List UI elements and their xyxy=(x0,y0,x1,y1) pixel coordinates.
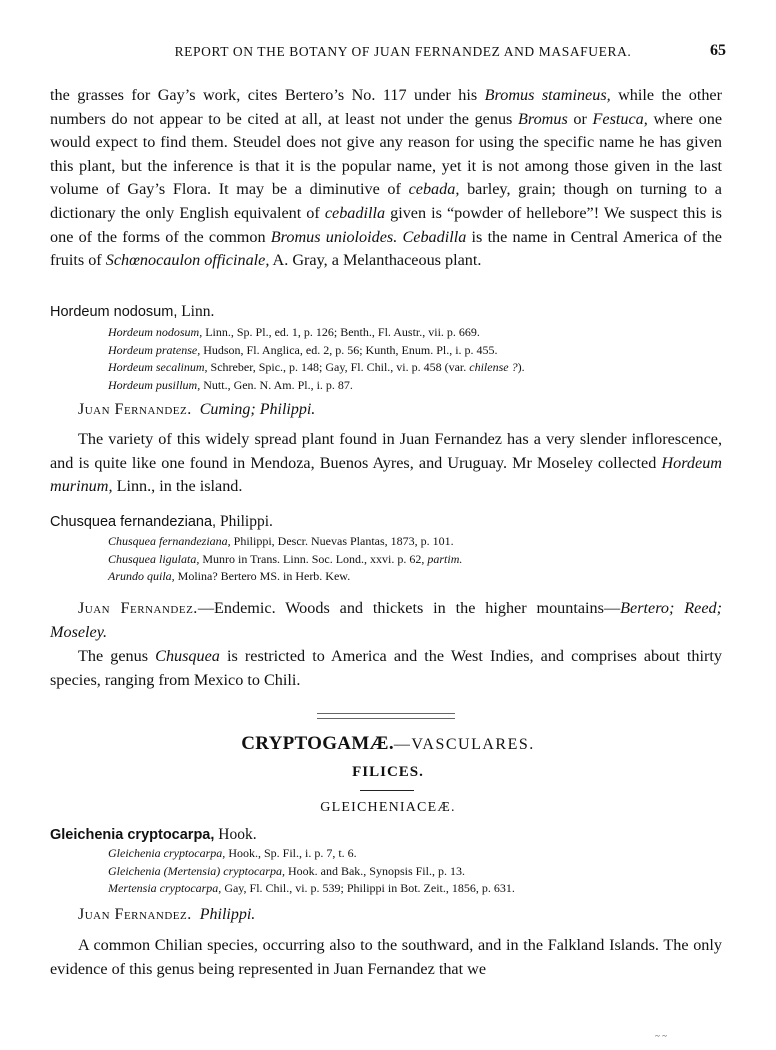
family-title: GLEICHENIACEÆ. xyxy=(320,800,456,815)
species-heading-hordeum: Hordeum nodosum, Linn. xyxy=(50,303,215,320)
synonym-list-chusquea xyxy=(108,533,728,586)
intro-paragraph: the grasses for Gay’s work, cites Bertero’s No. 117 under his Bromus stamineus, while the other numbers do not appear to be cited at all, at least not under the genus Bromus or Festuca, where one would expect to find them. Steudel does not give any reason for using the specific name he has given this plant, but the inference is that it is the popular name, yet it is not among those given in the last volume of Gay’s Flora. It may be a diminutive of cebada, barley, grain; though on turning to a dictionary the only English equivalent of cebadilla given is “powder of hellebore”! We suspect this is one of the forms of the common Bromus unioloides. Cebadilla is the name in Central America of the fruits of Schœnocaulon officinale, A. Gray, a Melanthaceous plant. xyxy=(50,86,723,270)
synonym-entry: Arundo quila, Molina? Bertero MS. in Herb. Kew. xyxy=(108,569,351,583)
bleed-through-mark: ~ ~ xyxy=(655,1031,667,1041)
synonym-entry: Hordeum secalinum, Schreber, Spic., p. 148; Gay, Fl. Chil., vi. p. 458 (var. chilense ?). xyxy=(108,360,525,374)
species-heading-chusquea: Chusquea fernandeziana, Philippi. xyxy=(50,513,273,530)
locality-gleichenia: Juan Fernandez. Philippi. xyxy=(78,906,256,923)
order-rule xyxy=(360,790,414,791)
synonym-entry: Gleichenia (Mertensia) cryptocarpa, Hook. and Bak., Synopsis Fil., p. 13. xyxy=(108,863,465,878)
gleichenia-note-paragraph: A common Chilian species, occurring also to the southward, and in the Falkland Islands. The only evidence of this genus being represented in Juan Fernandez that we xyxy=(50,936,722,978)
synonym-list-hordeum xyxy=(108,324,728,394)
running-head xyxy=(50,44,726,66)
species-heading-gleichenia: Gleichenia cryptocarpa, Hook. xyxy=(50,826,257,843)
synonym-list-gleichenia xyxy=(108,845,728,898)
section-title: CRYPTOGAMÆ.—VASCULARES. xyxy=(241,733,535,754)
section-divider xyxy=(317,713,455,719)
synonym-entry: Hordeum nodosum, Linn., Sp. Pl., ed. 1, p. 126; Benth., Fl. Austr., vii. p. 669. xyxy=(108,325,480,339)
running-title: REPORT ON THE BOTANY OF JUAN FERNANDEZ AND MASAFUERA. xyxy=(174,44,632,59)
synonym-entry: Mertensia cryptocarpa, Gay, Fl. Chil., vi. p. 539; Philippi in Bot. Zeit., 1856, p. 631. xyxy=(108,881,515,895)
chusquea-locality-paragraph: Juan Fernandez.—Endemic. Woods and thickets in the higher mountains—Bertero; Reed; Moseley. xyxy=(50,599,723,641)
synonym-entry: Gleichenia cryptocarpa, Hook., Sp. Fil., i. p. 7, t. 6. xyxy=(108,846,357,860)
page-number: 65 xyxy=(710,42,726,59)
synonym-entry: Hordeum pusillum, Nutt., Gen. N. Am. Pl., i. p. 87. xyxy=(108,377,353,392)
synonym-entry: Chusquea ligulata, Munro in Trans. Linn. Soc. Lond., xxvi. p. 62, partim. xyxy=(108,551,463,566)
synonym-entry: Hordeum pratense, Hudson, Fl. Anglica, ed. 2, p. 56; Kunth, Enum. Pl., i. p. 455. xyxy=(108,342,498,357)
chusquea-note-paragraph: The genus Chusquea is restricted to America and the West Indies, and comprises about thirty species, ranging from Mexico to Chili. xyxy=(50,647,723,689)
order-title: FILICES. xyxy=(352,764,424,780)
locality-hordeum: Juan Fernandez. Cuming; Philippi. xyxy=(78,401,316,418)
hordeum-note-paragraph: The variety of this widely spread plant found in Juan Fernandez has a very slender inflorescence, and is quite like one found in Mendoza, Buenos Ayres, and Uruguay. Mr Moseley collected Hordeum murinum, Linn., in the island. xyxy=(50,430,722,496)
synonym-entry: Chusquea fernandeziana, Philippi, Descr. Nuevas Plantas, 1873, p. 101. xyxy=(108,534,454,548)
